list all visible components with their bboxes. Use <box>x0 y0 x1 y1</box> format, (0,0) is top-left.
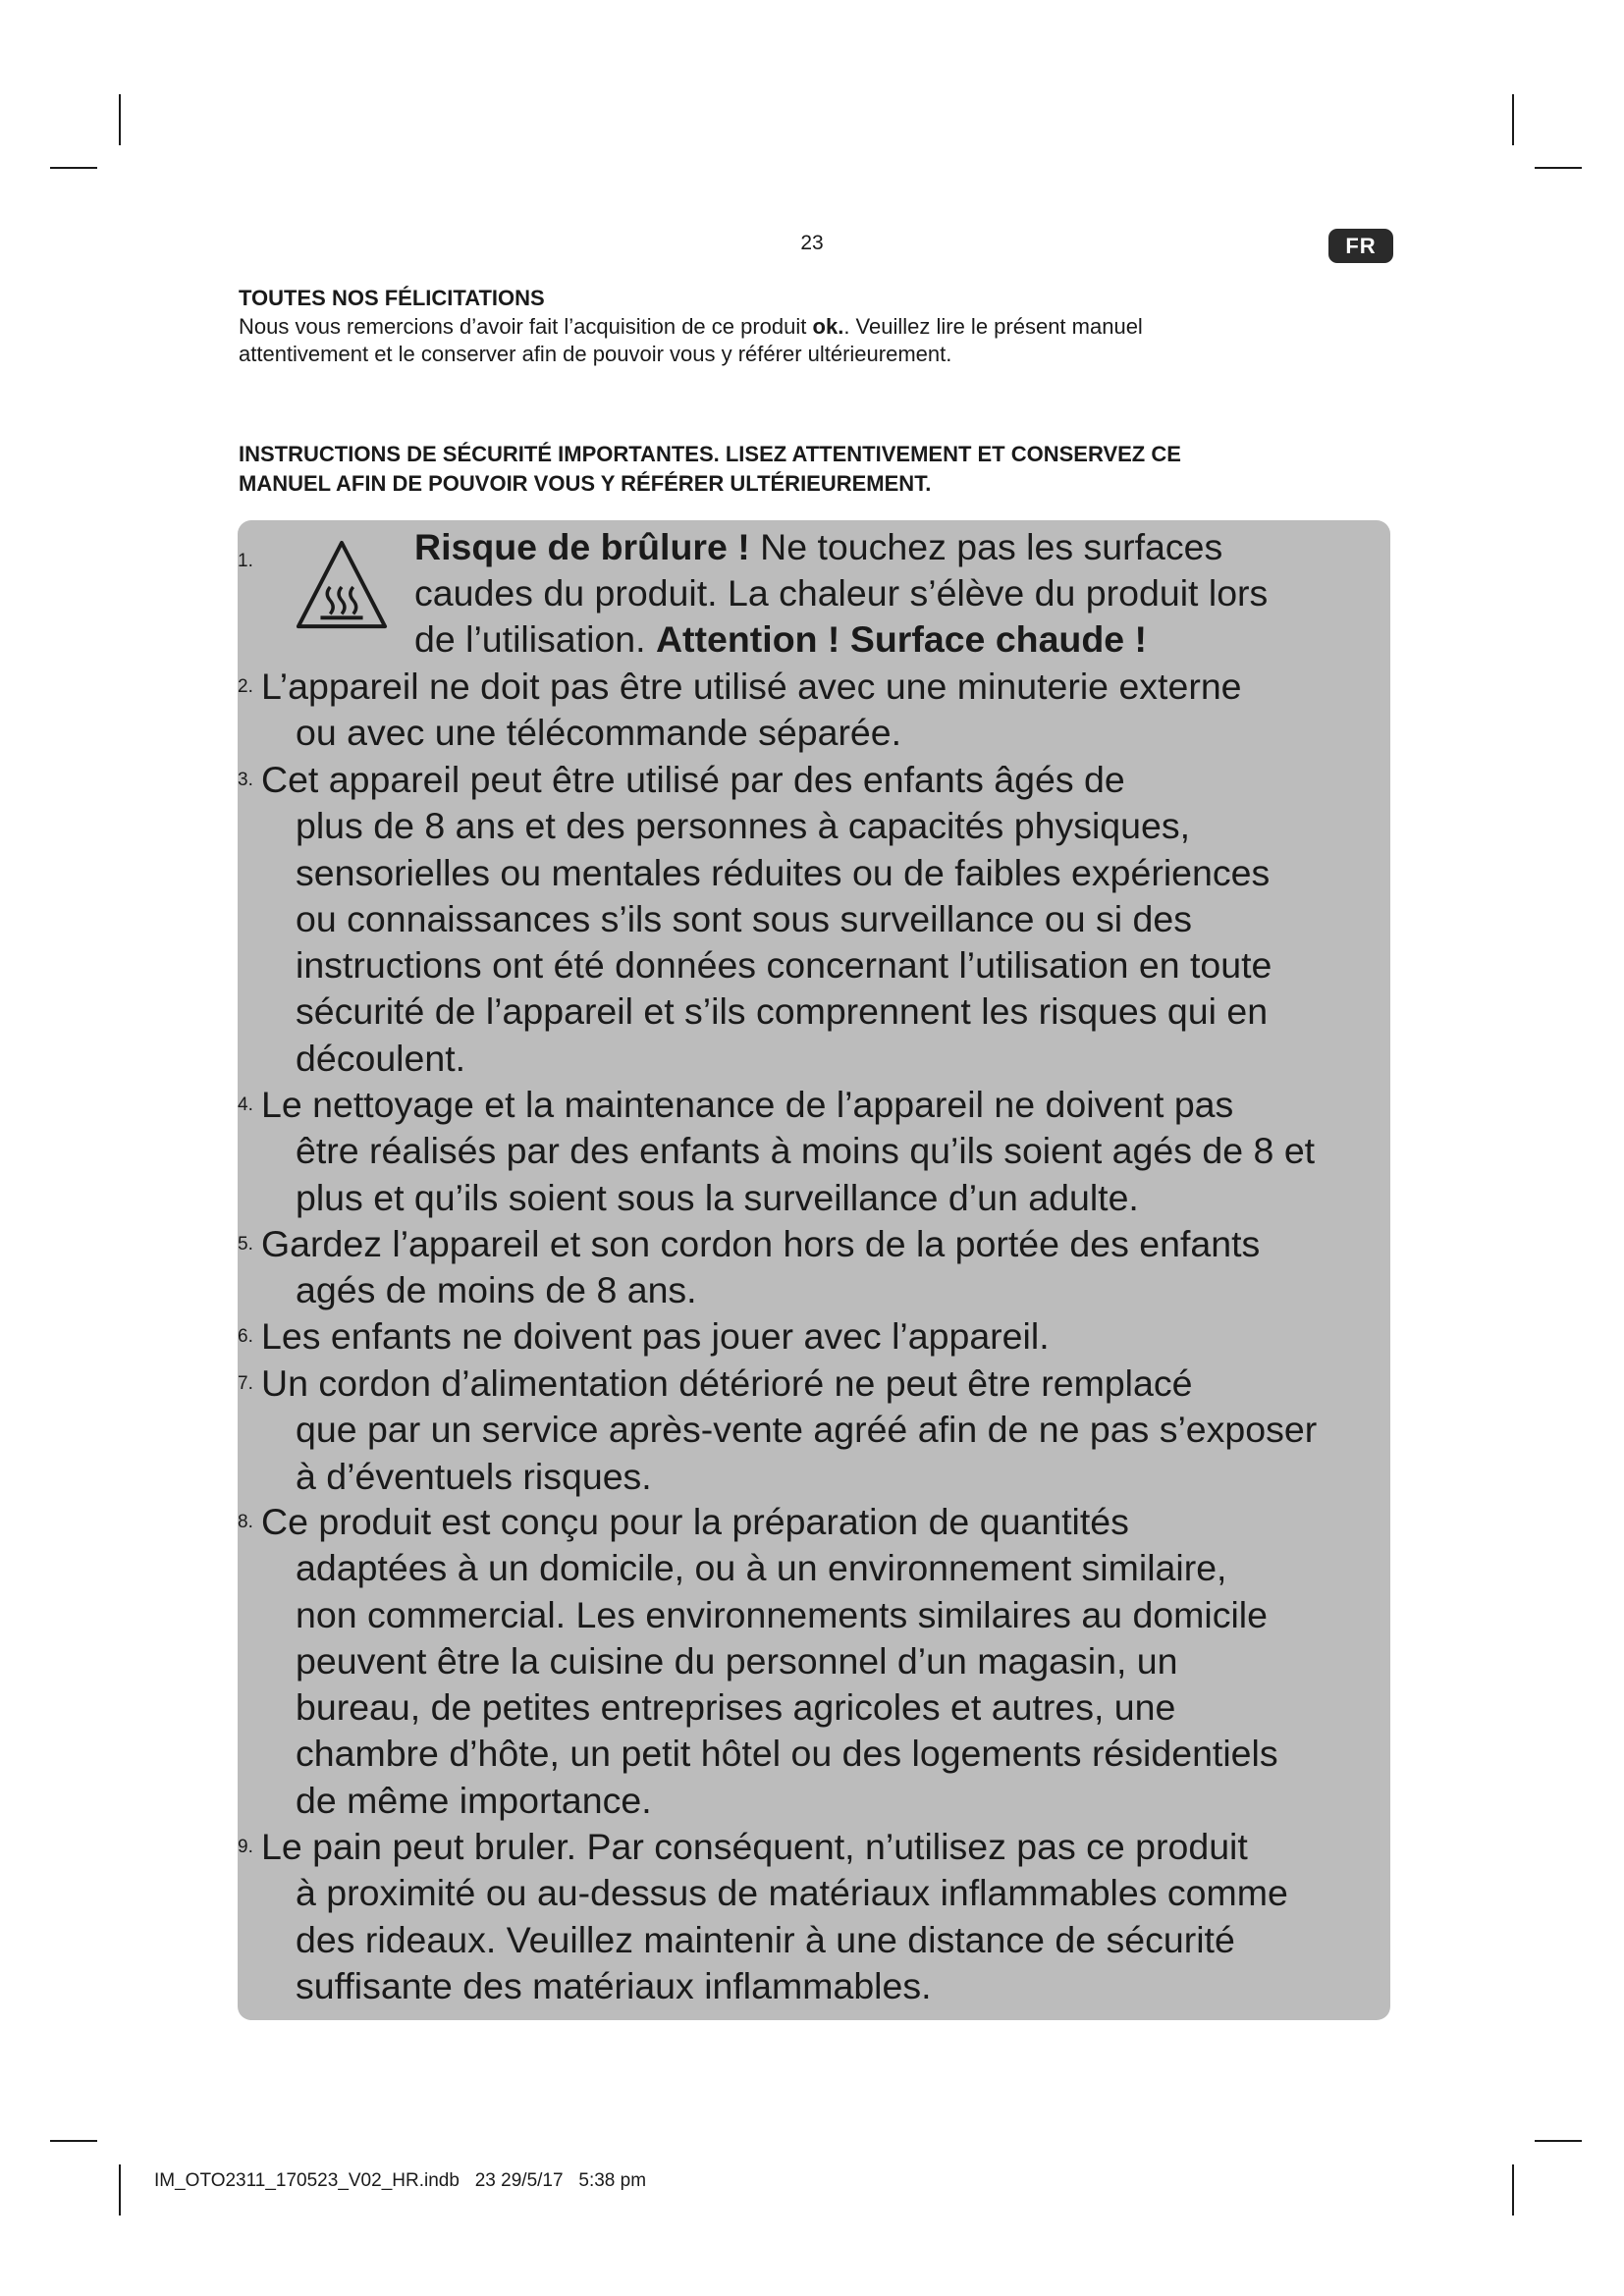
congratulations-title: TOUTES NOS FÉLICITATIONS <box>239 286 545 310</box>
safety-item-3: 3. Cet appareil peut être utilisé par des enfants âgés de plus de 8 ans et des personnes à capacités physiques, sensorielles ou mentales réduites ou de faibles expériences ou connaissances s’ils sont sous surveillance ou si des instructions ont été données concernant l’utilisation en toute sécurité de l’appareil et s’ils comprennent les risques qui en découlent. <box>238 759 1272 1079</box>
safety-instructions-box: 1. Risque de brûlure ! Ne touchez pas les surfaces caudes du produit. La chaleur s’élève du produit lors de l’utilisation. Attention ! Surface chaude ! 2. L’appareil ne doit pas être utilisé avec une minuterie externe ou avec une télécommande séparée. 3. Cet appareil peut être utilisé par des enfants âgés de plus de 8 ans et des personnes à capacités physiques, sensorielles ou mentales réduites ou de faibles expériences ou connaissances s’ils sont sous surveillance ou si des instructions ont été données concernant l’utilisation en toute sécurité de l’appareil et s’ils comprennent les risques qui en découlent. 4. Le nettoyage et la maintenance de l’appareil ne doivent pas être réalisés par des enfants à moins qu’ils soient agés de 8 et plus et qu’ils soient sous la surveillance d’un adulte. 5. Gardez l’appareil et son cordon hors de la portée des enfants agés de moins de 8 ans. 6. Les enfants ne doivent pas jouer avec l’appareil. 7. Un cordon d’alimentation détérioré ne peut être remplacé que par un service après-vente agréé afin de ne pas s’exposer à d’éventuels risques. 8. Ce produit est conçu pour la préparation de quantités adaptées à un domicile, ou à un environnement similaire, non commercial. Les environnements similaires au domicile peuvent être la cuisine du personnel d’un magasin, un bureau, de petites entreprises agricoles et autres, une chambre d’hôte, un petit hôtel ou des logements résidentiels de même importance. 9. Le pain peut bruler. Par conséquent, n’utilisez pas ce produit à proximité ou au-dessus de matériaux inflammables comme des rideaux. Veuillez maintenir à une distance de sécurité suffisante des matériaux inflammables. <box>238 520 1390 2020</box>
crop-mark <box>50 2140 97 2142</box>
item-number: 1. <box>238 551 253 571</box>
crop-mark <box>1535 167 1582 169</box>
congratulations-body: Nous vous remercions d’avoir fait l’acquisition de ce produit ok.. Veuillez lire le présent manuel attentivement et le conserver afin de pouvoir vous y référer ultérieurement. <box>239 314 1143 366</box>
footer-print-info: IM_OTO2311_170523_V02_HR.indb 23 29/5/17 5:38 pm <box>154 2170 647 2191</box>
page-number: 23 <box>800 232 824 254</box>
safety-item-1: 1. Risque de brûlure ! Ne touchez pas les surfaces caudes du produit. La chaleur s’élève du produit lors de l’utilisation. Attention ! Surface chaude ! <box>238 526 1269 660</box>
item-number: 4. <box>238 1095 253 1115</box>
item-number: 2. <box>238 676 253 697</box>
safety-item-8: 8. Ce produit est conçu pour la préparation de quantités adaptées à un domicile, ou à un environnement similaire, non commercial. Les environnements similaires au domicile peuvent être la cuisine du personnel d’un magasin, un bureau, de petites entreprises agricoles et autres, une chambre d’hôte, un petit hôtel ou des logements résidentiels de même importance. <box>238 1501 1278 1821</box>
hot-surface-warning-icon <box>294 536 390 634</box>
item-number: 3. <box>238 770 253 790</box>
brand-name: ok. <box>812 314 844 339</box>
safety-item-2: 2. L’appareil ne doit pas être utilisé avec une minuterie externe ou avec une télécommande séparée. <box>238 666 1242 754</box>
item-number: 7. <box>238 1373 253 1394</box>
item-number: 6. <box>238 1326 253 1347</box>
safety-item-5: 5. Gardez l’appareil et son cordon hors de la portée des enfants agés de moins de 8 ans. <box>238 1223 1261 1311</box>
item-number: 8. <box>238 1512 253 1532</box>
item-number: 5. <box>238 1234 253 1255</box>
crop-mark <box>119 94 121 145</box>
safety-item-4: 4. Le nettoyage et la maintenance de l’appareil ne doivent pas être réalisés par des enfants à moins qu’ils soient agés de 8 et plus et qu’ils soient sous la surveillance d’un adulte. <box>238 1084 1316 1218</box>
safety-heading: INSTRUCTIONS DE SÉCURITÉ IMPORTANTES. LISEZ ATTENTIVEMENT ET CONSERVEZ CE MANUEL AFIN DE POUVOIR VOUS Y RÉFÉRER ULTÉRIEUREMENT. <box>239 442 1181 496</box>
crop-mark <box>1512 2164 1514 2216</box>
language-badge: FR <box>1328 229 1393 263</box>
item-number: 9. <box>238 1837 253 1857</box>
safety-item-7: 7. Un cordon d’alimentation détérioré ne peut être remplacé que par un service après-vente agréé afin de ne pas s’exposer à d’éventuels risques. <box>238 1362 1318 1497</box>
safety-item-9: 9. Le pain peut bruler. Par conséquent, n’utilisez pas ce produit à proximité ou au-dessus de matériaux inflammables comme des rideaux. Veuillez maintenir à une distance de sécurité suffisante des matériaux inflammables. <box>238 1826 1288 2006</box>
crop-mark <box>1535 2140 1582 2142</box>
crop-mark <box>119 2164 121 2216</box>
crop-mark <box>1512 94 1514 145</box>
crop-mark <box>50 167 97 169</box>
